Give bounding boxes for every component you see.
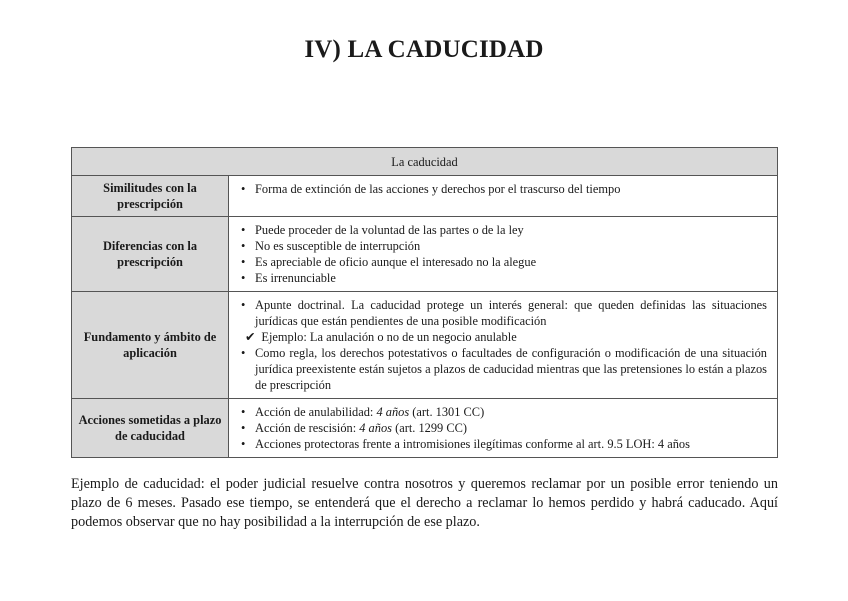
table-header: La caducidad bbox=[72, 148, 778, 176]
bullet-list bbox=[241, 297, 767, 393]
item-term: 4 años bbox=[359, 421, 392, 435]
list-item: • Es irrenunciable bbox=[241, 270, 767, 286]
row-label-fundamento: Fundamento y ámbito de aplicación bbox=[72, 292, 229, 399]
list-item bbox=[241, 404, 767, 420]
row-content-diferencias bbox=[229, 217, 778, 292]
example-paragraph: Ejemplo de caducidad: el poder judicial resuelve contra nosotros y queremos reclamar por un posible error teniendo un plazo de 6 meses. Pasado ese tiempo, se entenderá que el derecho a reclamar lo hemos perdido y habrá caducado. Aquí podemos observar que no hay posibilidad a la interrupción de ese plazo. bbox=[71, 476, 778, 530]
row-label-acciones: Acciones sometidas a plazo de caducidad bbox=[72, 399, 229, 458]
list-item bbox=[241, 420, 767, 436]
check-mark-icon: ✔ bbox=[245, 330, 256, 344]
item-term: 4 años bbox=[376, 405, 410, 419]
example-text: Ejemplo: La anulación o no de un negocio anulable bbox=[261, 330, 517, 344]
item-article: (art. 1299 CC) bbox=[391, 421, 467, 435]
row-content-acciones bbox=[229, 399, 778, 458]
table-row bbox=[72, 217, 778, 292]
bullet-list bbox=[241, 181, 767, 197]
item-article: (art. 1301 CC) bbox=[409, 405, 485, 419]
table-header-row bbox=[72, 148, 778, 176]
list-item: • No es susceptible de interrupción bbox=[241, 238, 767, 254]
list-item bbox=[241, 436, 767, 452]
list-item: • Forma de extinción de las acciones y derechos por el trascurso del tiempo bbox=[241, 181, 767, 197]
list-item: • Puede proceder de la voluntad de las partes o de la ley bbox=[241, 222, 767, 238]
page-title: IV) LA CADUCIDAD bbox=[304, 36, 544, 63]
table-row bbox=[72, 399, 778, 458]
list-item: • Como regla, los derechos potestativos o facultades de configuración o modificación de una situación jurídica preexistente están sujetos a plazos de caducidad mientras que las pretensiones lo están a plazos de prescripción bbox=[241, 345, 767, 393]
row-label-diferencias: Diferencias con la prescripción bbox=[72, 217, 229, 292]
item-text: Acción de rescisión: bbox=[255, 421, 360, 435]
bullet-list bbox=[241, 404, 767, 452]
row-content-similitudes bbox=[229, 176, 778, 217]
bullet-list bbox=[241, 222, 767, 286]
table-row bbox=[72, 292, 778, 399]
row-label-similitudes: Similitudes con la prescripción bbox=[72, 176, 229, 217]
list-item: • Es apreciable de oficio aunque el interesado no la alegue bbox=[241, 254, 767, 270]
item-text: Acción de anulabilidad: bbox=[255, 405, 377, 419]
caducidad-table bbox=[71, 147, 778, 458]
table-row bbox=[72, 176, 778, 217]
row-content-fundamento bbox=[229, 292, 778, 399]
list-item: • Apunte doctrinal. La caducidad protege un interés general: que queden definidas las situaciones jurídicas que están pendientes de una posible modificación bbox=[241, 297, 767, 329]
item-text: Acciones protectoras frente a intromisiones ilegítimas conforme al art. 9.5 LOH: 4 años bbox=[255, 437, 690, 451]
list-item-example bbox=[241, 329, 767, 345]
